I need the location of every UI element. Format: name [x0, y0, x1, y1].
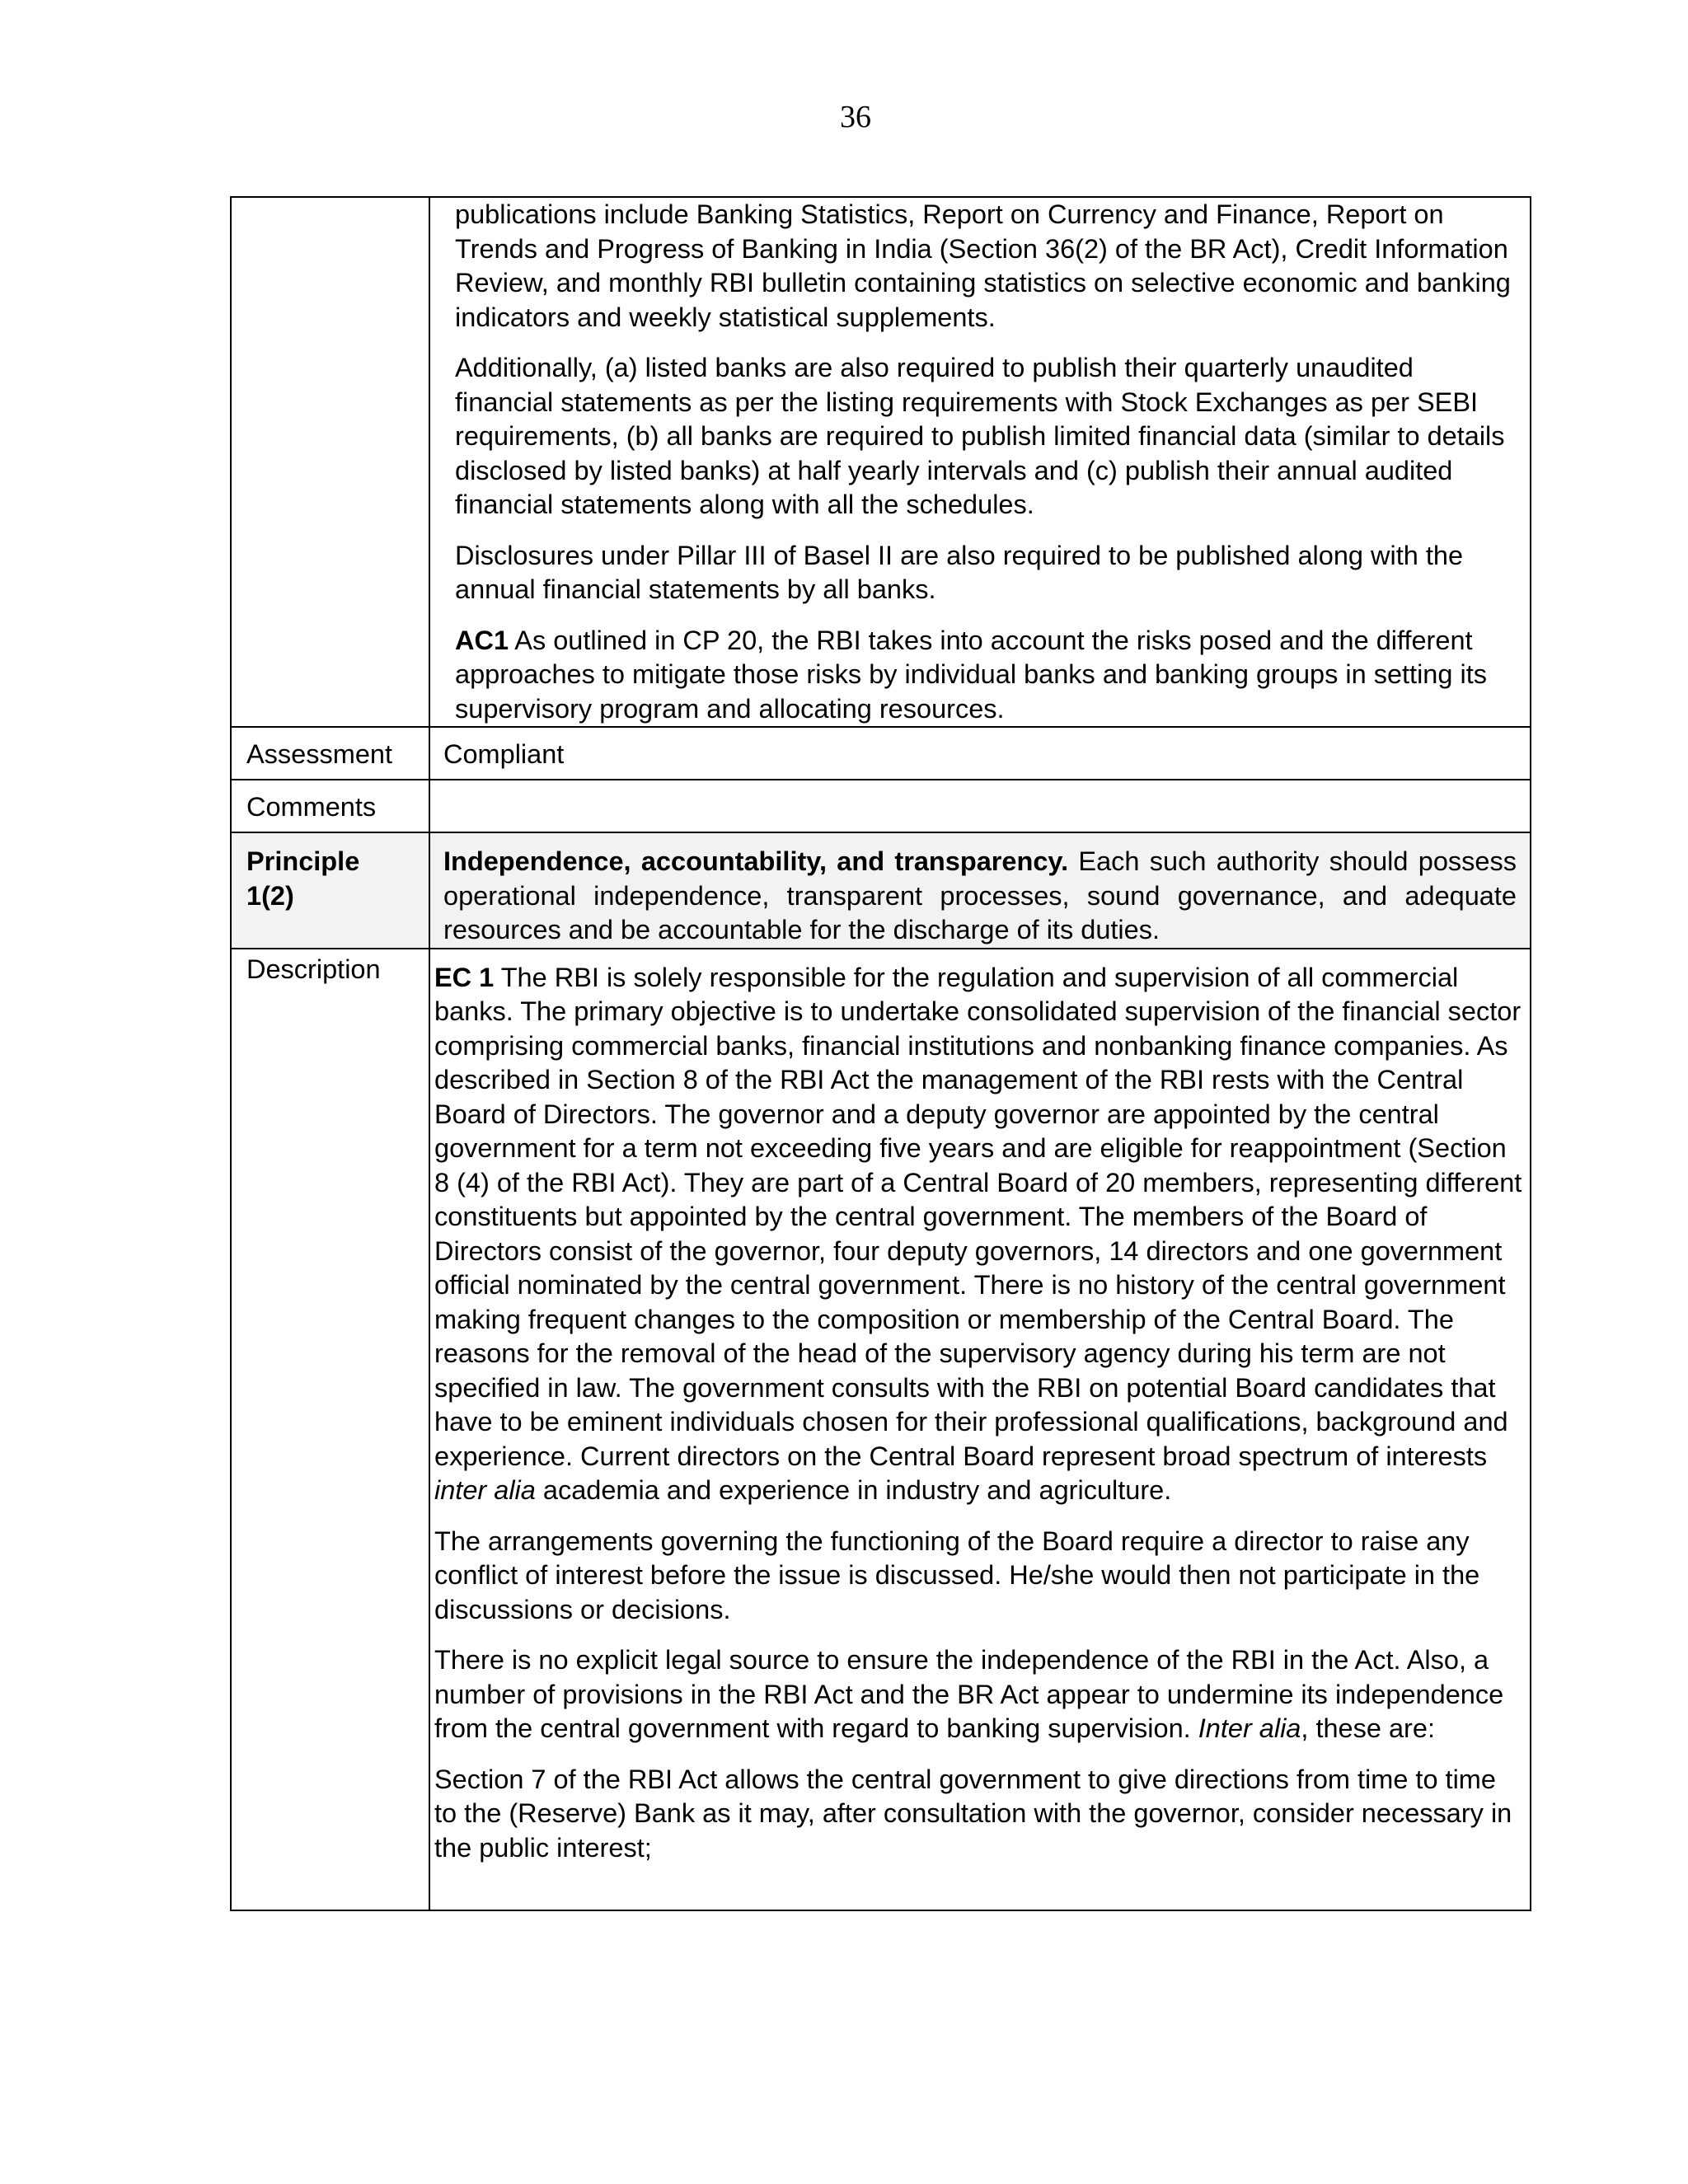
assessment-table	[230, 196, 1531, 1911]
p3-text: There is no explicit legal source to ensure the independence of the RBI in the Act. Also, a number of provisions in the RBI Act and the BR Act appear to undermine its independence from the central government with regard to banking supervision.	[434, 1645, 1504, 1743]
principle-text	[430, 833, 1530, 948]
ec1-text-end: academia and experience in industry and agriculture.	[535, 1475, 1172, 1505]
page-number: 36	[840, 100, 871, 134]
continued-paragraph: Additionally, (a) listed banks are also required to publish their quarterly unaudited financial statements as per the listing requirements with Stock Exchanges as per SEBI requirements, (b) all banks are required to publish limited financial data (similar to details disclosed by listed banks) at half yearly intervals and (c) publish their annual audited financial statements along with all the schedules.	[455, 353, 1505, 519]
continued-label-cell	[231, 197, 429, 727]
comments-row	[231, 780, 1531, 832]
principle-body: Each such authority should possess operational independence, transparent processes, sound governance, and adequate resources and be accountable for the discharge of its duties.	[443, 846, 1517, 944]
ec1-italic: inter alia	[434, 1475, 536, 1505]
assessment-label: Assessment	[246, 739, 393, 769]
ac1-text: As outlined in CP 20, the RBI takes into account the risks posed and the different approaches to mitigate those risks by individual banks and banking groups in setting its supervisory program and allocating resources.	[455, 625, 1487, 724]
ec1-paragraph	[434, 961, 1525, 1508]
p3-text-end: , these are:	[1301, 1713, 1435, 1743]
continued-row	[231, 197, 1531, 727]
comments-value	[430, 780, 1530, 790]
assessment-row	[231, 727, 1531, 780]
ec1-label: EC 1	[434, 962, 495, 992]
assessment-value: Compliant	[443, 739, 565, 769]
continued-content-cell	[429, 197, 1531, 727]
principle-label: Principle 1(2)	[246, 846, 360, 911]
description-row	[231, 949, 1531, 1911]
ac1-paragraph	[455, 624, 1517, 727]
ec1-text: The RBI is solely responsible for the regulation and supervision of all commercial banks. The primary objective is to undertake consolidated supervision of the financial sector comprising commercial banks, financial institutions and nonbanking finance companies. As described in Section 8 of the RBI Act the management of the RBI rests with the Central Board of Directors. The governor and a deputy governor are appointed by the central government for a term not exceeding five years and are eligible for reappointment (Section 8 (4) of the RBI Act). They are part of a Central Board of 20 members, representing different constituents but appointed by the central government. The members of the Board of Directors consist of the governor, four deputy governors, 14 directors and one government official nominated by the central government. There is no history of the central government making frequent changes to the composition or membership of the Central Board. The reasons for the removal of the head of the supervisory agency during his term are not specified in law. The government consults with the RBI on potential Board candidates that have to be eminent individuals chosen for their professional qualifications, background and experience. Current directors on the Central Board represent broad spectrum of interests	[434, 962, 1522, 1471]
p3-italic: Inter alia	[1198, 1713, 1301, 1743]
description-paragraph: The arrangements governing the functioning of the Board require a director to raise any conflict of interest before the issue is discussed. He/she would then not participate in the discussions or decisions.	[434, 1526, 1480, 1624]
description-paragraph: Section 7 of the RBI Act allows the central government to give directions from time to time to the (Reserve) Bank as it may, after consultation with the governor, consider necessary in the public interest;	[434, 1764, 1512, 1863]
ac1-label: AC1	[455, 625, 509, 655]
description-paragraph	[434, 1643, 1525, 1746]
description-content	[430, 949, 1530, 1910]
continued-paragraph: Disclosures under Pillar III of Basel II are also required to be published along with the annual financial statements by all banks.	[455, 540, 1464, 604]
principle-title: Independence, accountability, and transparency.	[443, 846, 1069, 876]
continued-paragraph: publications include Banking Statistics, Report on Currency and Finance, Report on Trends and Progress of Banking in India (Section 36(2) of the BR Act), Credit Information Review, and monthly RBI bulletin containing statistics on selective economic and banking indicators and weekly statistical supplements.	[455, 199, 1511, 332]
description-label: Description	[246, 954, 381, 984]
principle-row	[231, 832, 1531, 949]
comments-label: Comments	[246, 792, 377, 822]
